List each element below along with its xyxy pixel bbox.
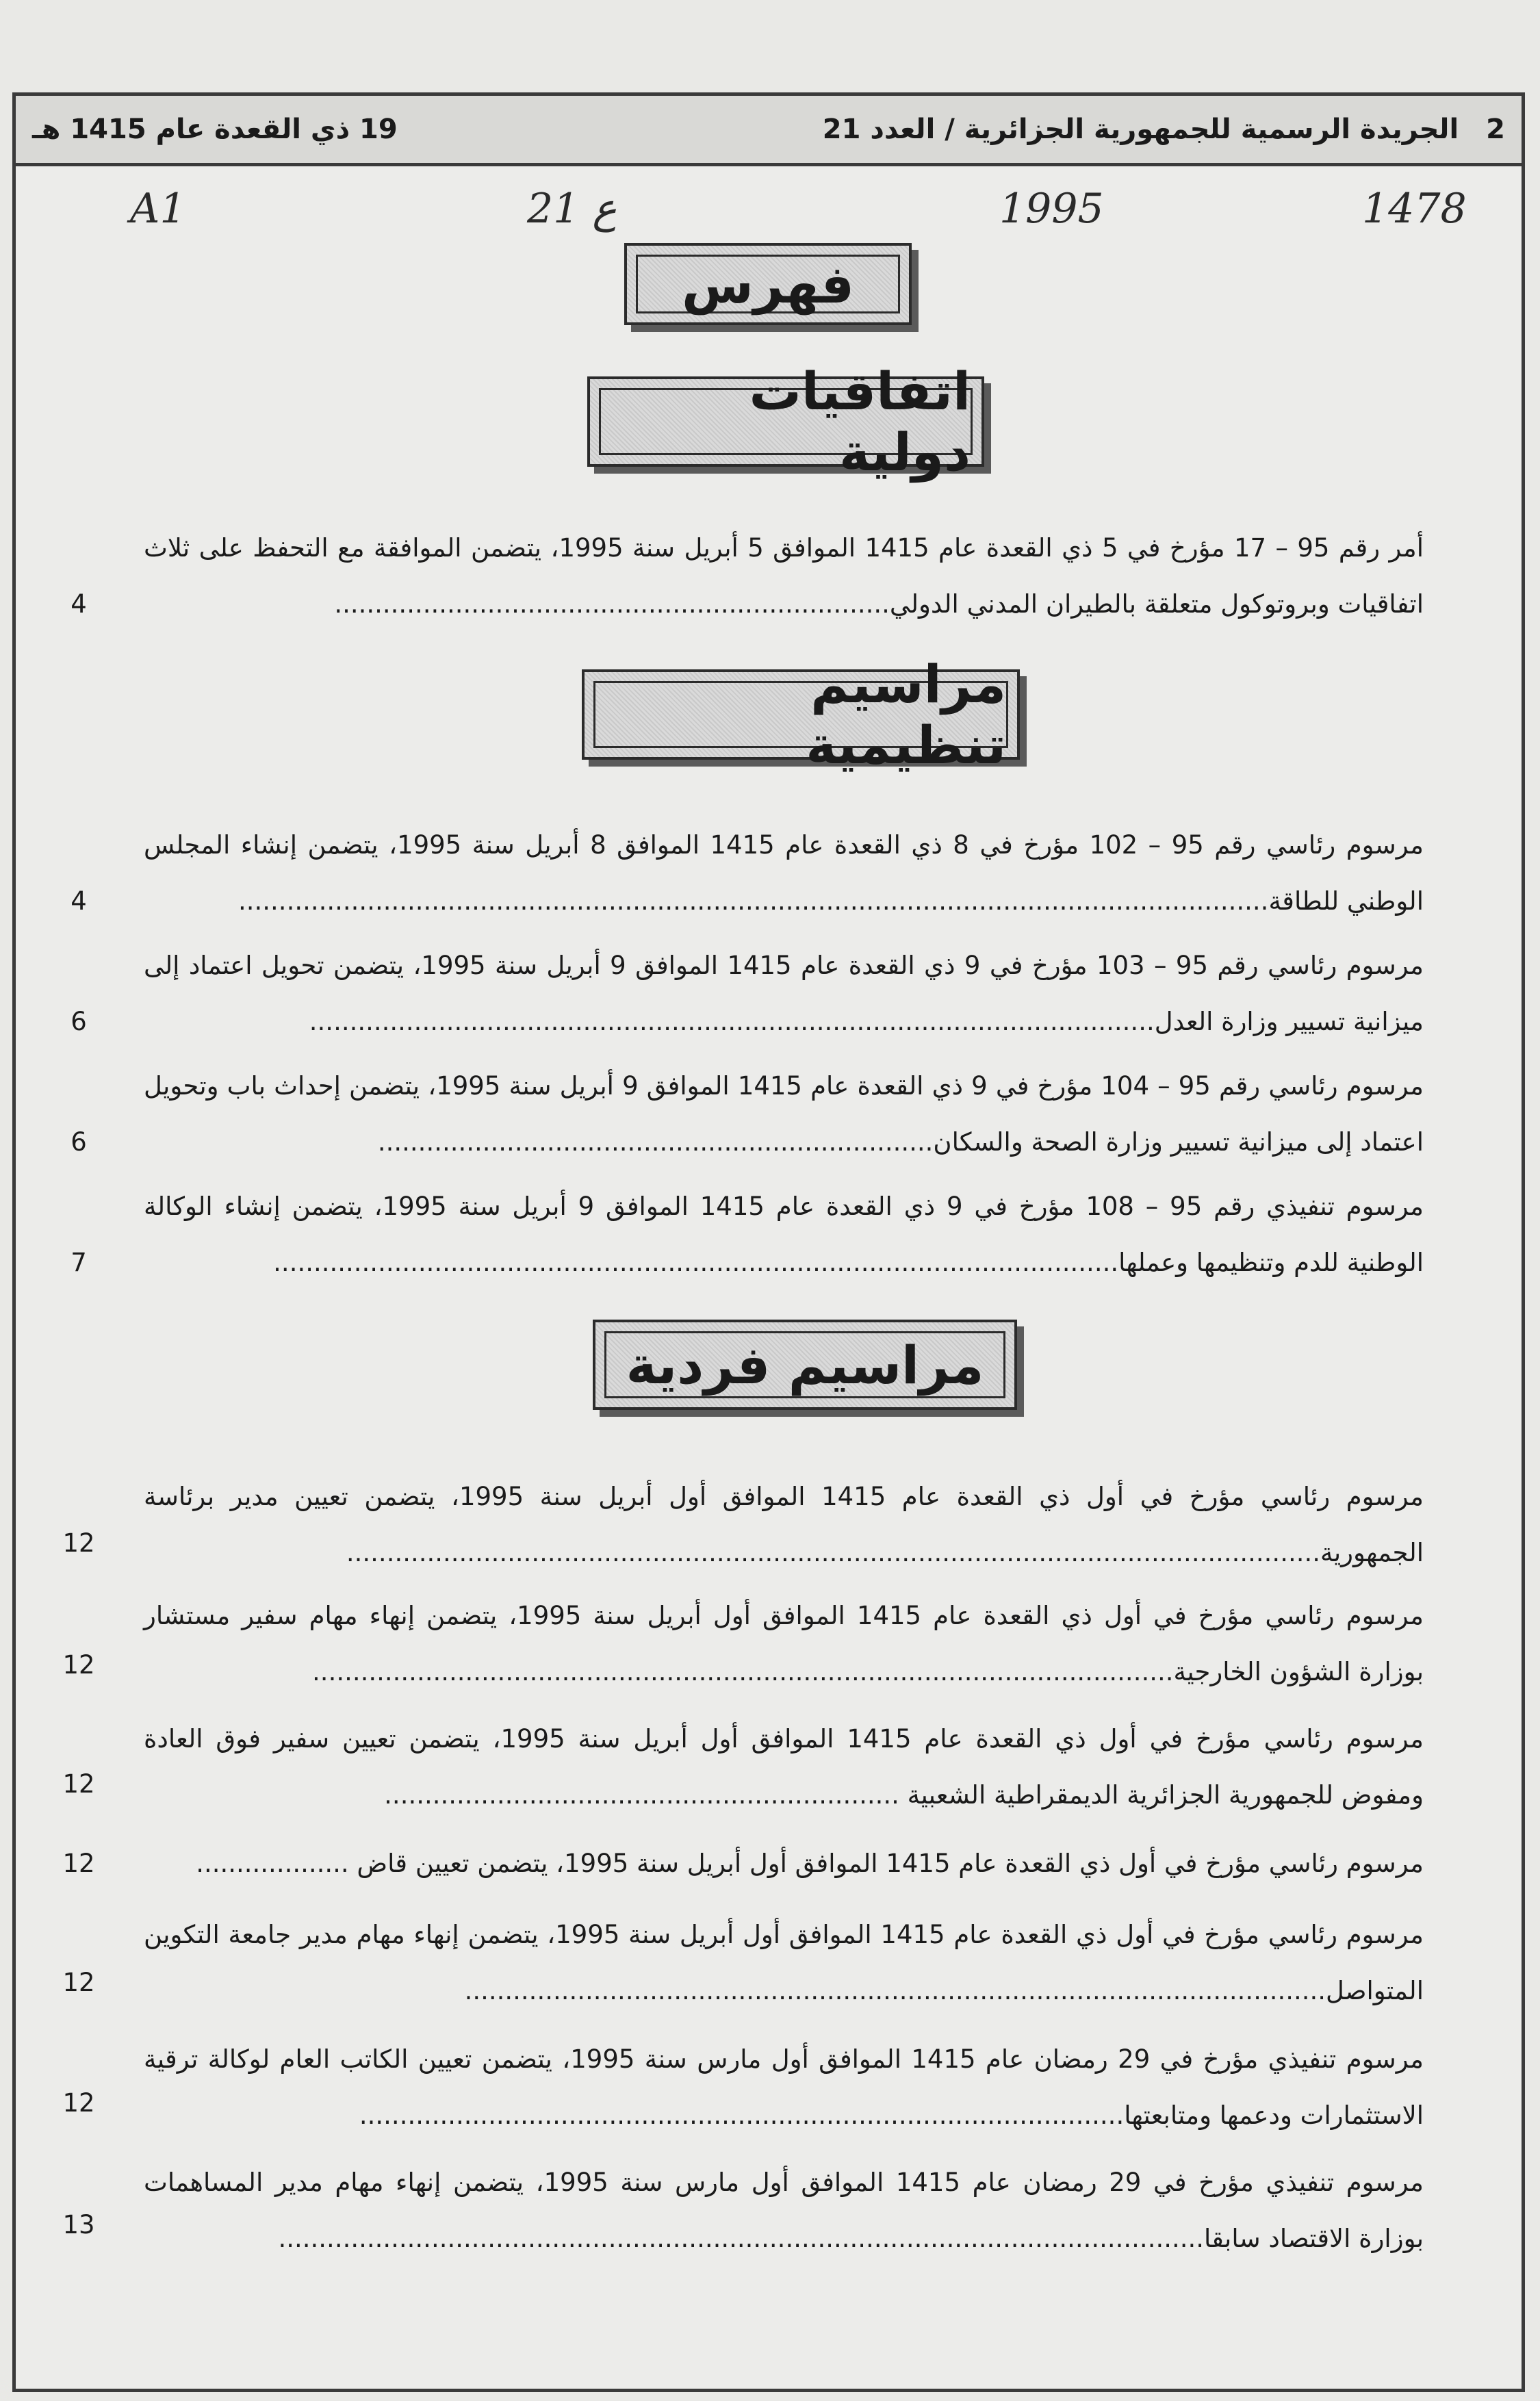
toc-page-number: 4 — [70, 589, 87, 619]
header-title: الجريدة الرسمية للجمهورية الجزائرية / العدد 21 — [822, 114, 1459, 145]
toc-entry: مرسوم رئاسي رقم 95 – 102 مؤرخ في 8 ذي القعدة عام 1415 الموافق 8 أبريل سنة 1995، يتضمن إنشاء المجلس الوطني للطاقة................................................................................................................................ — [144, 830, 1424, 916]
toc-page-number: 12 — [62, 2088, 95, 2118]
index-title: فهرس — [636, 255, 900, 313]
toc-page-number: 7 — [70, 1248, 87, 1277]
toc-page-number: 12 — [62, 1968, 95, 1997]
toc-entry: مرسوم رئاسي مؤرخ في أول ذي القعدة عام 1415 الموافق أول أبريل سنة 1995، يتضمن تعيين سفير فوق العادة ومفوض للجمهورية الجزائرية الديمقراطية الشعبية ................................................................ — [144, 1724, 1424, 1810]
toc-page-number: 12 — [62, 1528, 95, 1558]
regulatory-section-title: مراسيم تنظيمية — [593, 681, 1008, 748]
toc-page-number: 13 — [62, 2210, 95, 2239]
toc-entry: مرسوم تنفيذي مؤرخ في 29 رمضان عام 1415 الموافق أول مارس سنة 1995، يتضمن إنهاء مهام مدير المساهمات بوزارة الاقتصاد سابقا................................................................................................................... — [144, 2168, 1424, 2253]
handwritten-note: ع 21 — [527, 185, 617, 233]
toc-entry: مرسوم تنفيذي مؤرخ في 29 رمضان عام 1415 الموافق أول مارس سنة 1995، يتضمن تعيين الكاتب العام لوكالة ترقية الاستثمارات ودعمها ومتابعتها............................................................................................... — [144, 2044, 1424, 2130]
toc-entry: مرسوم تنفيذي رقم 95 – 108 مؤرخ في 9 ذي القعدة عام 1415 الموافق 9 أبريل سنة 1995، يتضمن إنشاء الوكالة الوطنية للدم وتنظيمها وعملها......................................................................................................... — [144, 1192, 1424, 1277]
toc-page-number: 12 — [62, 1650, 95, 1680]
toc-entry: مرسوم رئاسي مؤرخ في أول ذي القعدة عام 1415 الموافق أول أبريل سنة 1995، يتضمن إنهاء مهام مدير جامعة التكوين المتواصل........................................................................................................... — [144, 1920, 1424, 2005]
header-date: 19 ذي القعدة عام 1415 هـ — [32, 114, 398, 145]
toc-entry: مرسوم رئاسي رقم 95 – 103 مؤرخ في 9 ذي القعدة عام 1415 الموافق 9 أبريل سنة 1995، يتضمن تحويل اعتماد إلى ميزانية تسيير وزارة العدل......................................................................................................... — [144, 951, 1424, 1036]
toc-entry: مرسوم رئاسي مؤرخ في أول ذي القعدة عام 1415 الموافق أول أبريل سنة 1995، يتضمن إنهاء مهام سفير مستشار بوزارة الشؤون الخارجية........................................................................................................... — [144, 1601, 1424, 1686]
handwritten-note: 1478 — [1362, 185, 1467, 233]
index-title-box — [624, 243, 912, 325]
toc-page-number: 4 — [70, 886, 87, 916]
toc-page-number: 6 — [70, 1127, 87, 1157]
toc-page-number: 6 — [70, 1007, 87, 1036]
individual-section-title: مراسيم فردية — [604, 1331, 1005, 1398]
intl-section-box — [587, 361, 984, 483]
toc-entry: مرسوم رئاسي مؤرخ في أول ذي القعدة عام 1415 الموافق أول أبريل سنة 1995، يتضمن تعيين قاض ................... — [196, 1849, 1424, 1878]
toc-entry: مرسوم رئاسي مؤرخ في أول ذي القعدة عام 1415 الموافق أول أبريل سنة 1995، يتضمن تعيين مدير برئاسة الجمهورية......................................................................................................................... — [144, 1482, 1424, 1567]
toc-page-number: 12 — [62, 1849, 95, 1878]
header-page-number: 2 — [1486, 114, 1505, 145]
toc-entry: مرسوم رئاسي رقم 95 – 104 مؤرخ في 9 ذي القعدة عام 1415 الموافق 9 أبريل سنة 1995، يتضمن إحداث باب وتحويل اعتماد إلى ميزانية تسيير وزارة الصحة والسكان..................................................................... — [144, 1071, 1424, 1157]
toc-entry: أمر رقم 95 – 17 مؤرخ في 5 ذي القعدة عام 1415 الموافق 5 أبريل سنة 1995، يتضمن الموافقة مع التحفظ على ثلاث اتفاقيات وبروتوكول متعلقة بالطيران المدني الدولي..................................................................... — [144, 533, 1424, 619]
handwritten-note: 1995 — [999, 185, 1104, 233]
regulatory-section-box — [582, 654, 1020, 775]
header-bar — [12, 92, 1525, 166]
toc-page-number: 12 — [62, 1769, 95, 1799]
handwritten-note: A1 — [130, 185, 186, 233]
individual-section-box — [593, 1320, 1017, 1410]
intl-section-title: اتفاقيات دولية — [599, 388, 973, 455]
